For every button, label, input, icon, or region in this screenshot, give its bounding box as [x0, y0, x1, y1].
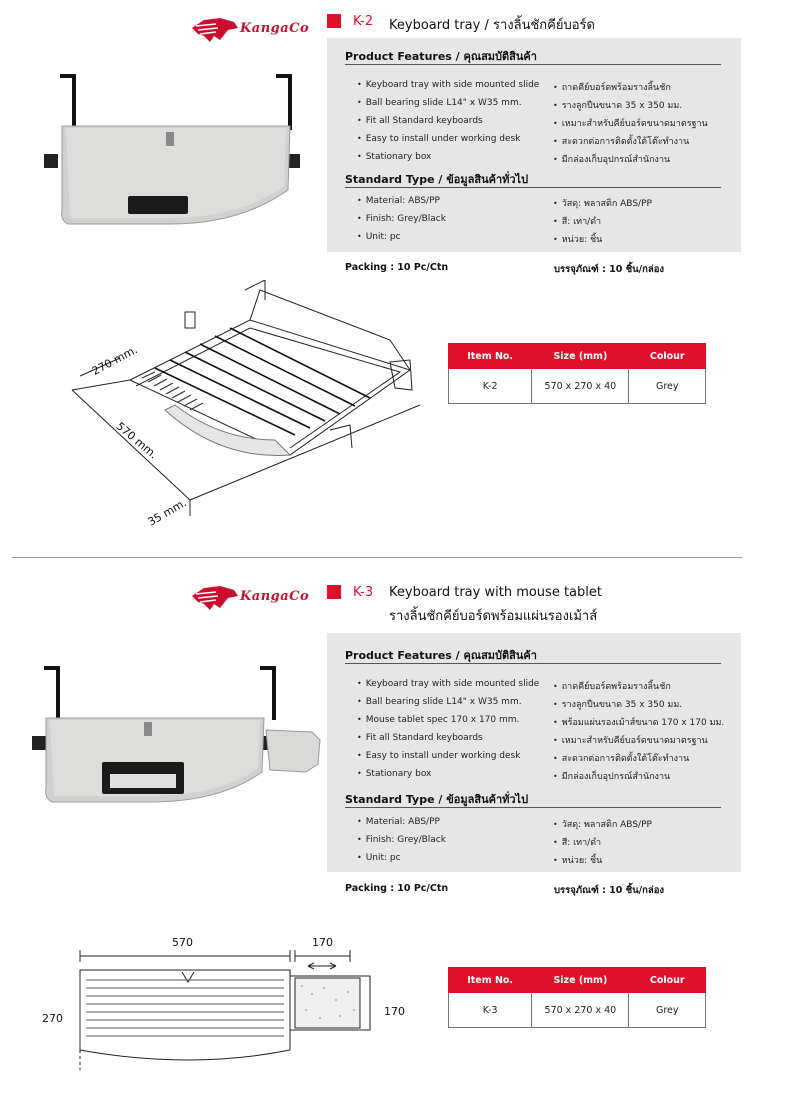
standard-en: • Material: ABS/PP	[357, 817, 440, 827]
section-divider	[12, 557, 742, 558]
rule	[345, 663, 721, 664]
brand-name: KangaCo	[240, 589, 310, 604]
spec-table	[448, 343, 706, 404]
feature-en: • Mouse tablet spec 170 x 170 mm.	[357, 715, 519, 725]
kangaroo-logo-icon	[190, 12, 240, 44]
table-cell: 570 x 270 x 40	[532, 993, 629, 1028]
standard-th: • สี: เทา/ดำ	[553, 835, 601, 849]
features-heading: Product Features / คุณสมบัติสินค้า	[345, 649, 537, 662]
feature-en: • Stationary box	[357, 152, 431, 162]
table-cell: K-3	[449, 993, 532, 1028]
standard-th: • สี: เทา/ดำ	[553, 214, 601, 228]
dimension-label: 35 mm.	[145, 496, 189, 529]
feature-en: • Fit all Standard keyboards	[357, 733, 483, 743]
feature-en: • Ball bearing slide L14" x W35 mm.	[357, 98, 522, 108]
feature-en: • Fit all Standard keyboards	[357, 116, 483, 126]
feature-th: • รางลูกปืนขนาด 35 x 350 มม.	[553, 98, 682, 112]
product-title: Keyboard tray / รางลิ้นชักคีย์บอร์ด	[389, 18, 595, 33]
feature-th: • รางลูกปืนขนาด 35 x 350 มม.	[553, 697, 682, 711]
feature-th: • ถาดคีย์บอร์ดพร้อมรางลิ้นชัก	[553, 80, 671, 94]
brand-logo	[190, 580, 310, 612]
dimension-label: 170	[384, 1005, 405, 1018]
table-row	[449, 993, 706, 1028]
dimension-drawing-k3	[40, 930, 420, 1080]
spec-table	[448, 967, 706, 1028]
standard-th: • หน่วย: ชิ้น	[553, 853, 602, 867]
kangaroo-logo-icon	[190, 580, 240, 612]
product-code: K-2	[353, 14, 374, 29]
feature-th: • มีกล่องเก็บอุปกรณ์สำนักงาน	[553, 769, 670, 783]
product-photo-k2	[40, 70, 315, 230]
table-cell: Grey	[629, 369, 706, 404]
product-title: Keyboard tray with mouse tablet	[389, 585, 602, 600]
packing-en: Packing : 10 Pc/Ctn	[345, 262, 449, 273]
table-cell: Grey	[629, 993, 706, 1028]
table-header: Colour	[629, 968, 706, 993]
standard-en: • Finish: Grey/Black	[357, 835, 446, 845]
standard-th: • วัสดุ: พลาสติก ABS/PP	[553, 196, 652, 210]
feature-th: • เหมาะสำหรับคีย์บอร์ดขนาดมาตรฐาน	[553, 733, 708, 747]
table-cell: K-2	[449, 369, 532, 404]
table-cell: 570 x 270 x 40	[532, 369, 629, 404]
feature-th: • พร้อมแผ่นรองเม้าส์ขนาด 170 x 170 มม.	[553, 715, 724, 729]
rule	[345, 64, 721, 65]
packing-en: Packing : 10 Pc/Ctn	[345, 883, 449, 894]
feature-en: • Stationary box	[357, 769, 431, 779]
table-header: Item No.	[449, 968, 532, 993]
feature-th: • ถาดคีย์บอร์ดพร้อมรางลิ้นชัก	[553, 679, 671, 693]
standard-th: • หน่วย: ชิ้น	[553, 232, 602, 246]
brand-name: KangaCo	[240, 21, 310, 36]
brand-logo	[190, 12, 310, 44]
rule	[345, 187, 721, 188]
feature-en: • Easy to install under working desk	[357, 751, 520, 761]
spec-panel	[327, 633, 741, 872]
dimension-label: 270	[42, 1012, 63, 1025]
rule	[345, 807, 721, 808]
feature-th: • เหมาะสำหรับคีย์บอร์ดขนาดมาตรฐาน	[553, 116, 708, 130]
packing-th: บรรจุภัณฑ์ : 10 ชิ้น/กล่อง	[554, 264, 665, 275]
standard-en: • Unit: pc	[357, 232, 401, 242]
dimension-drawing-k2	[60, 280, 440, 540]
table-header: Item No.	[449, 344, 532, 369]
standard-heading: Standard Type / ข้อมูลสินค้าทั่วไป	[345, 173, 529, 186]
section-marker-icon	[327, 585, 341, 599]
standard-en: • Material: ABS/PP	[357, 196, 440, 206]
table-header: Colour	[629, 344, 706, 369]
table-header: Size (mm)	[532, 344, 629, 369]
feature-en: • Keyboard tray with side mounted slide	[357, 679, 539, 689]
feature-en: • Keyboard tray with side mounted slide	[357, 80, 539, 90]
product-code: K-3	[353, 585, 374, 600]
product-photo-k3	[30, 660, 325, 810]
table-row	[449, 369, 706, 404]
dimension-label: 270 mm.	[89, 343, 140, 378]
standard-en: • Unit: pc	[357, 853, 401, 863]
feature-th: • สะดวกต่อการติดตั้งใต้โต๊ะทำงาน	[553, 751, 689, 765]
dimension-label: 570 mm.	[113, 419, 160, 462]
feature-th: • มีกล่องเก็บอุปกรณ์สำนักงาน	[553, 152, 670, 166]
standard-heading: Standard Type / ข้อมูลสินค้าทั่วไป	[345, 793, 529, 806]
feature-en: • Ball bearing slide L14" x W35 mm.	[357, 697, 522, 707]
spec-panel	[327, 38, 741, 252]
feature-th: • สะดวกต่อการติดตั้งใต้โต๊ะทำงาน	[553, 134, 689, 148]
feature-en: • Easy to install under working desk	[357, 134, 520, 144]
product-title-thai: รางลิ้นชักคีย์บอร์ดพร้อมแผ่นรองเม้าส์	[389, 609, 598, 624]
standard-en: • Finish: Grey/Black	[357, 214, 446, 224]
standard-th: • วัสดุ: พลาสติก ABS/PP	[553, 817, 652, 831]
features-heading: Product Features / คุณสมบัติสินค้า	[345, 50, 537, 63]
dimension-label: 170	[312, 936, 333, 949]
section-marker-icon	[327, 14, 341, 28]
packing-th: บรรจุภัณฑ์ : 10 ชิ้น/กล่อง	[554, 885, 665, 896]
dimension-label: 570	[172, 936, 193, 949]
table-header: Size (mm)	[532, 968, 629, 993]
